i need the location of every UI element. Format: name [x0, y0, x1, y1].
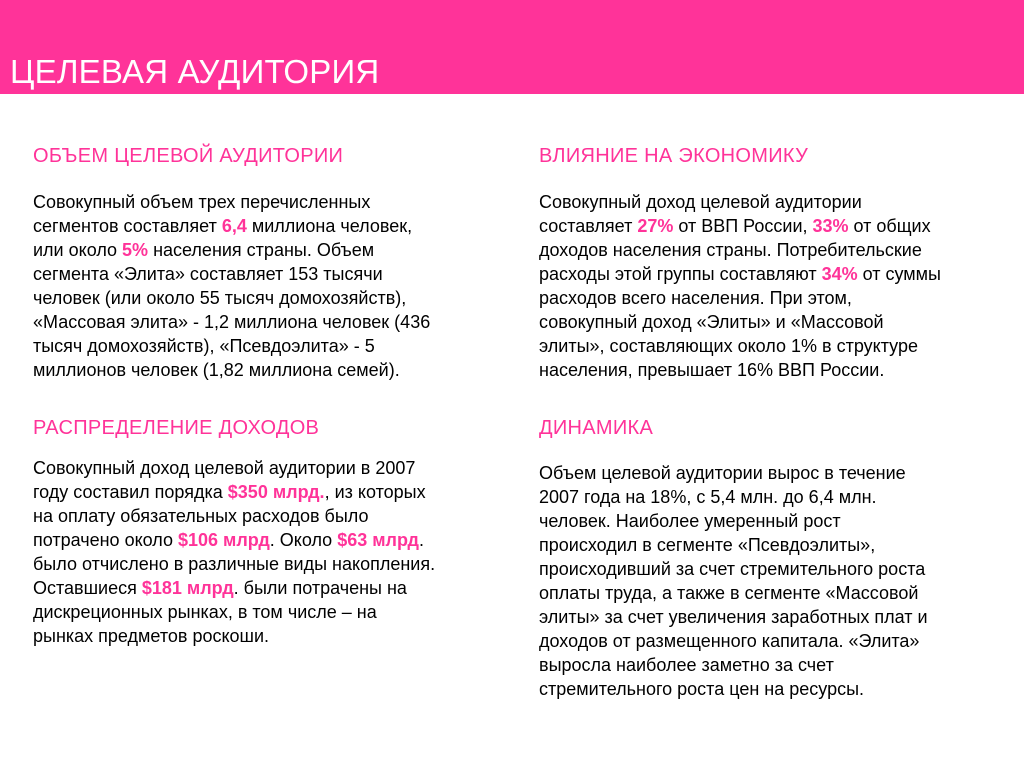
text-line: [539, 581, 999, 605]
section-economy-impact: [539, 144, 999, 382]
text-line: [33, 456, 493, 480]
text-segment: населения страны. Объем: [148, 240, 375, 260]
text-segment: «Массовая элита» - 1,2 миллиона человек (436: [33, 312, 431, 332]
text-segment: сегментов составляет: [33, 216, 222, 236]
section-heading: ВЛИЯНИЕ НА ЭКОНОМИКУ: [539, 145, 809, 167]
section-body: [33, 456, 493, 648]
text-line: [33, 190, 493, 214]
text-line: [33, 334, 493, 358]
text-line: [539, 653, 999, 677]
text-segment: выросла наиболее заметно за счет: [539, 655, 834, 675]
text-line: [539, 190, 999, 214]
text-segment: 2007 года на 18%, с 5,4 млн. до 6,4 млн.: [539, 487, 877, 507]
highlighted-value: 33%: [812, 216, 849, 236]
highlighted-value: $63 млрд: [337, 530, 419, 550]
highlighted-value: 27%: [637, 216, 674, 236]
text-segment: составляет: [539, 216, 638, 236]
text-segment: элиты» за счет увеличения заработных плат и: [539, 607, 928, 627]
highlighted-value: $106 млрд: [178, 530, 270, 550]
section-body: [539, 190, 999, 382]
section-dynamics: [539, 416, 999, 701]
text-segment: доходов от размещенного капитала. «Элита»: [539, 631, 920, 651]
highlighted-value: 34%: [821, 264, 858, 284]
text-line: [539, 509, 999, 533]
text-segment: от ВВП России,: [673, 216, 813, 236]
text-segment: человек (или около 55 тысяч домохозяйств),: [33, 288, 407, 308]
text-line: [539, 238, 999, 262]
section-heading: РАСПРЕДЕЛЕНИЕ ДОХОДОВ: [33, 417, 320, 439]
text-segment: населения, превышает 16% ВВП России.: [539, 360, 885, 380]
text-segment: элиты», составляющих около 1% в структуре: [539, 336, 918, 356]
text-line: [539, 310, 999, 334]
text-segment: сегмента «Элита» составляет 153 тысячи: [33, 264, 383, 284]
text-line: [33, 600, 493, 624]
text-line: [539, 262, 999, 286]
text-line: [33, 528, 493, 552]
section-body: [33, 190, 493, 382]
text-line: [33, 214, 493, 238]
highlighted-value: 6,4: [221, 216, 247, 236]
text-segment: Объем целевой аудитории вырос в течение: [539, 463, 906, 483]
page-title: ЦЕЛЕВАЯ АУДИТОРИЯ: [10, 53, 380, 90]
text-segment: потрачено около: [33, 530, 178, 550]
text-segment: доходов населения страны. Потребительские: [539, 240, 922, 260]
text-segment: Совокупный объем трех перечисленных: [33, 192, 371, 212]
text-line: [539, 629, 999, 653]
highlighted-value: 5%: [122, 240, 149, 260]
text-line: [539, 358, 999, 382]
section-audience-volume: [33, 144, 493, 382]
text-line: [33, 358, 493, 382]
text-segment: .: [418, 530, 424, 550]
text-line: [539, 533, 999, 557]
text-segment: или около: [33, 240, 123, 260]
text-line: [33, 286, 493, 310]
text-line: [33, 576, 493, 600]
text-line: [33, 262, 493, 286]
text-segment: тысяч домохозяйств), «Псевдоэлита» - 5: [33, 336, 375, 356]
text-line: [33, 504, 493, 528]
text-line: [33, 552, 493, 576]
highlighted-value: $350 млрд.: [227, 482, 325, 502]
text-segment: от суммы: [857, 264, 941, 284]
text-line: [33, 480, 493, 504]
text-segment: было отчислено в различные виды накопления.: [33, 554, 436, 574]
text-line: [539, 334, 999, 358]
text-segment: расходы этой группы составляют: [539, 264, 822, 284]
text-segment: от общих: [848, 216, 931, 236]
text-segment: миллионов человек (1,82 миллиона семей).: [33, 360, 400, 380]
text-segment: миллиона человек,: [246, 216, 413, 236]
text-segment: стремительного роста цен на ресурсы.: [539, 679, 865, 699]
text-line: [33, 310, 493, 334]
text-segment: расходов всего населения. При этом,: [539, 288, 852, 308]
text-line: [33, 624, 493, 648]
text-line: [539, 557, 999, 581]
text-segment: Совокупный доход целевой аудитории в 2007: [33, 458, 416, 478]
text-segment: совокупный доход «Элиты» и «Массовой: [539, 312, 884, 332]
text-segment: человек. Наиболее умеренный рост: [539, 511, 841, 531]
section-body: [539, 461, 999, 701]
text-line: [539, 677, 999, 701]
section-heading: ОБЪЕМ ЦЕЛЕВОЙ АУДИТОРИИ: [33, 145, 344, 167]
section-income-distribution: [33, 416, 493, 648]
text-segment: . были потрачены на: [233, 578, 407, 598]
text-segment: происходивший за счет стремительного роста: [539, 559, 926, 579]
highlighted-value: $181 млрд: [141, 578, 234, 598]
text-line: [539, 286, 999, 310]
text-segment: происходил в сегменте «Псевдоэлиты»,: [539, 535, 876, 555]
text-segment: дискреционных рынках, в том числе – на: [33, 602, 377, 622]
text-line: [539, 461, 999, 485]
text-segment: Совокупный доход целевой аудитории: [539, 192, 862, 212]
text-segment: , из которых: [324, 482, 426, 502]
text-line: [33, 238, 493, 262]
text-line: [539, 485, 999, 509]
text-segment: Оставшиеся: [33, 578, 142, 598]
text-line: [539, 214, 999, 238]
text-segment: на оплату обязательных расходов было: [33, 506, 369, 526]
text-segment: году составил порядка: [33, 482, 228, 502]
text-segment: рынках предметов роскоши.: [33, 626, 270, 646]
text-segment: оплаты труда, а также в сегменте «Массовой: [539, 583, 919, 603]
text-line: [539, 605, 999, 629]
text-segment: . Около: [269, 530, 338, 550]
section-heading: ДИНАМИКА: [539, 417, 654, 439]
